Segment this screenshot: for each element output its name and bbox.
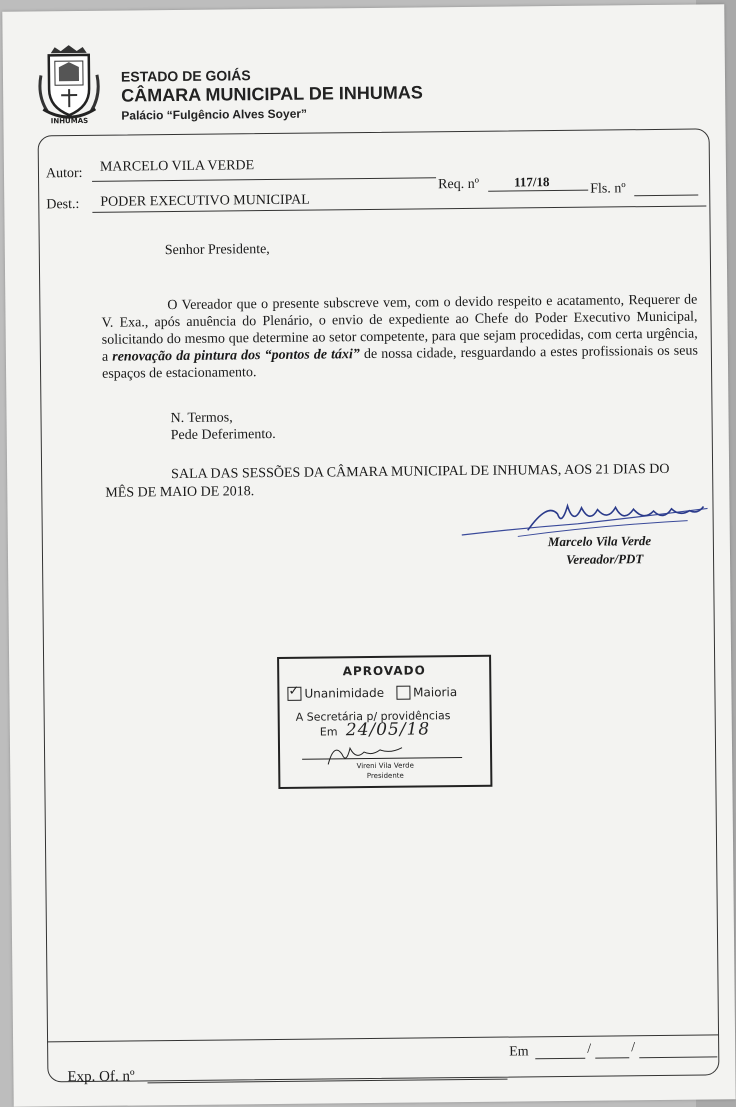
closing-termos: N. Termos, — [170, 410, 233, 427]
exp-of-label: Exp. Of. nº — [67, 1068, 135, 1086]
salutation: Senhor Presidente, — [164, 242, 270, 259]
document-page — [2, 4, 735, 1107]
president-name: Vireni Vila Verde — [356, 761, 414, 771]
palace-name: Palácio “Fulgêncio Alves Soyer” — [121, 106, 308, 123]
place-line-2: MÊS DE MAIO DE 2018. — [105, 484, 255, 501]
form-frame — [38, 128, 720, 1082]
para-text-after: de nossa cidade, resguardando a estes profissionais os seus espaços de estacionamento. — [102, 343, 698, 382]
dest-label: Dest.: — [46, 197, 80, 213]
signer-role: Vereador/PDT — [565, 551, 644, 567]
approval-stamp — [277, 655, 492, 789]
municipal-crest-icon — [37, 45, 102, 130]
autor-value: MARCELO VILA VERDE — [99, 158, 255, 175]
stamp-secretaria-line: A Secretária p/ providências — [295, 709, 451, 724]
fls-label: Fls. nº — [590, 181, 626, 197]
signer-name: Marcelo Vila Verde — [547, 533, 652, 550]
req-label: Req. nº — [438, 176, 480, 193]
unanimidade-label: Unanimidade — [304, 685, 385, 701]
unanimidade-checkbox — [287, 687, 301, 701]
para-emphasis: renovação da pintura dos “pontos de táxi” — [112, 347, 360, 365]
state-name: ESTADO DE GOIÁS — [120, 67, 251, 85]
footer-slash-2: / — [631, 1040, 636, 1056]
stamp-date: 24/05/18 — [345, 719, 431, 741]
closing-deferimento: Pede Deferimento. — [170, 426, 276, 444]
maioria-checkbox — [396, 686, 410, 700]
request-paragraph — [101, 292, 698, 383]
stamp-em-label: Em — [319, 725, 338, 739]
stamp-title: APROVADO — [342, 663, 426, 679]
para-text-before: O Vereador que o presente subscreve vem, com o devido respeito e acatamento, Requerer de V. Exa., após anuência do Plenário, o envio de expediente ao Chefe do Poder Executivo Municipal, solicitando do mesmo que determine ao setor competente, para que sejam procedidas, com certa urgência, a — [101, 292, 698, 365]
maioria-label: Maioria — [413, 685, 458, 700]
req-value: 117/18 — [514, 174, 550, 190]
crest-text: INHUMAS — [50, 116, 89, 126]
stamp-options — [287, 685, 457, 701]
dest-value: PODER EXECUTIVO MUNICIPAL — [100, 192, 310, 210]
footer-slash-1: / — [587, 1041, 592, 1057]
president-role: Presidente — [366, 771, 404, 781]
footer-em-label: Em — [509, 1044, 529, 1060]
autor-label: Autor: — [45, 165, 83, 182]
chamber-name: CÂMARA MUNICIPAL DE INHUMAS — [121, 82, 423, 106]
place-line-1: SALA DAS SESSÕES DA CÂMARA MUNICIPAL DE INHUMAS, AOS 21 DIAS DO — [171, 461, 670, 483]
